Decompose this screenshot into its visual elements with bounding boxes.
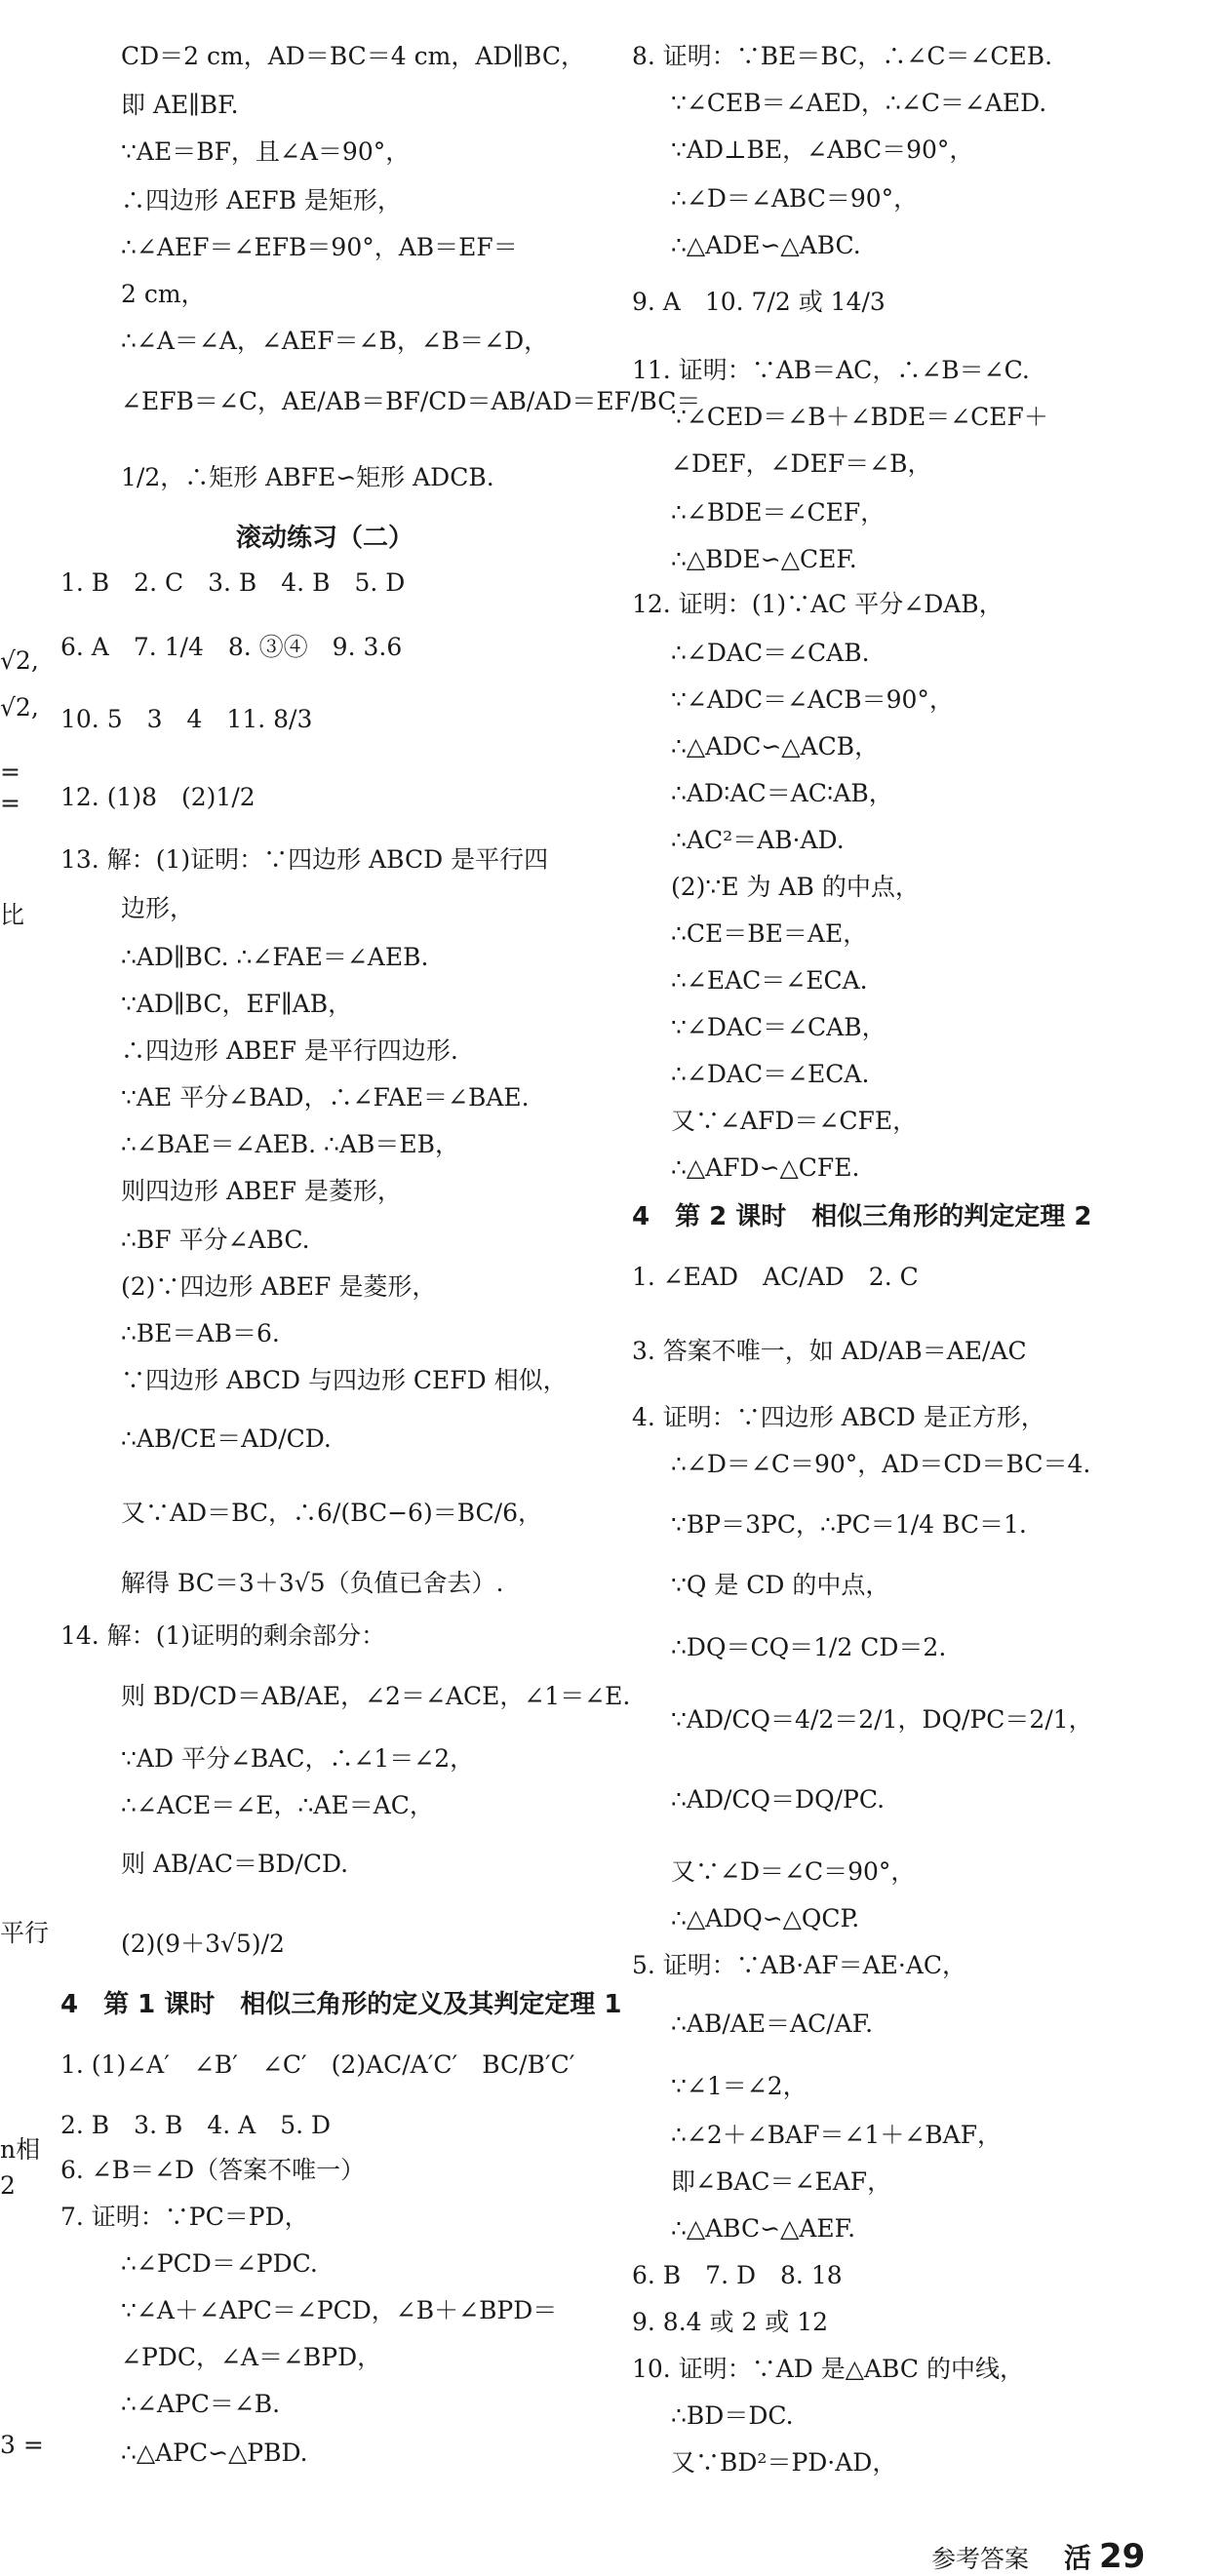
page-footer — [931, 2537, 1145, 2576]
right-column-line: ∴△ADC∽△ACB， — [671, 732, 880, 761]
right-column-line: ∴∠EAC＝∠ECA. — [671, 966, 868, 995]
left-column-line: ∴四边形 AEFB 是矩形， — [121, 186, 402, 215]
left-column-line: ∴∠ACE＝∠E，∴AE＝AC， — [121, 1791, 434, 1819]
footer-label: 参考答案 — [931, 2545, 1030, 2573]
left-column-line: 又∵AD＝BC，∴6/(BC−6)＝BC/6， — [121, 1499, 543, 1527]
right-column-line: 3. 答案不唯一，如 AD/AB＝AE/AC — [632, 1337, 1027, 1365]
left-column-line: ∴∠A＝∠A，∠AEF＝∠B，∠B＝∠D， — [121, 327, 549, 355]
right-column-line: 10. 证明：∵AD 是△ABC 的中线， — [632, 2355, 1024, 2383]
left-column-line: ∵AD 平分∠BAC，∴∠1＝∠2， — [121, 1744, 475, 1773]
left-column-line: ∴△APC∽△PBD. — [121, 2439, 308, 2467]
right-column-line: 6. B 7. D 8. 18 — [632, 2261, 843, 2289]
left-column-line: 即 AE∥BF. — [121, 91, 239, 119]
right-column-line: ∵∠ADC＝∠ACB＝90°， — [671, 685, 954, 714]
right-column-line: ∴∠BDE＝∠CEF， — [671, 498, 886, 527]
right-column-line: ∵∠CEB＝∠AED，∴∠C＝∠AED. — [671, 89, 1047, 117]
left-column-line: 则 AB/AC＝BD/CD. — [121, 1850, 349, 1878]
right-column-line: ∴∠2＋∠BAF＝∠1＋∠BAF， — [671, 2121, 1003, 2149]
right-column-line: 又∵BD²＝PD·AD， — [671, 2448, 897, 2477]
left-column-line: ∴BF 平分∠ABC. — [121, 1226, 310, 1254]
right-column-line: 即∠BAC＝∠EAF， — [671, 2167, 892, 2196]
right-column-line: ∵BP＝3PC，∴PC＝1/4 BC＝1. — [671, 1510, 1027, 1539]
left-column-line: 1. (1)∠A′ ∠B′ ∠C′ (2)AC/A′C′ BC/B′C′ — [60, 2050, 575, 2079]
left-column-line: 解得 BC＝3＋3√5（负值已舍去）. — [121, 1569, 504, 1597]
right-column-line: 8. 证明：∵BE＝BC，∴∠C＝∠CEB. — [632, 42, 1053, 70]
right-column-line: ∴CE＝BE＝AE， — [671, 919, 868, 948]
left-column-line: ∴∠APC＝∠B. — [121, 2390, 281, 2418]
left-column-line: ∴AB/CE＝AD/CD. — [121, 1425, 332, 1453]
page-number: 29 — [1098, 2537, 1146, 2576]
right-column-line: ∴AD∶AC＝AC∶AB， — [671, 779, 893, 807]
margin-fragment: 平行 — [0, 1919, 50, 1947]
right-column-line: ∴AC²＝AB·AD. — [671, 826, 845, 854]
right-column-line: 4 第 2 课时 相似三角形的判定定理 2 — [632, 1202, 1092, 1231]
right-column-line: (2)∵E 为 AB 的中点， — [671, 873, 920, 901]
left-column-line: ∴四边形 ABEF 是平行四边形. — [121, 1036, 458, 1065]
left-column-line: ∵AE 平分∠BAD，∴∠FAE＝∠BAE. — [121, 1083, 530, 1112]
left-column-line: ∵四边形 ABCD 与四边形 CEFD 相似， — [121, 1366, 568, 1394]
left-column-line: 边形， — [121, 894, 195, 922]
right-column-line: 12. 证明：(1)∵AC 平分∠DAB， — [632, 590, 1004, 618]
left-column-line: ∠PDC，∠A＝∠BPD， — [121, 2343, 382, 2371]
right-column-line: ∵∠DAC＝∠CAB， — [671, 1013, 886, 1041]
margin-fragment: n相 — [0, 2135, 41, 2164]
left-column-line: 则 BD/CD＝AB/AE，∠2＝∠ACE，∠1＝∠E. — [121, 1682, 631, 1710]
left-column-line: 13. 解：(1)证明：∵四边形 ABCD 是平行四 — [60, 845, 549, 874]
left-column-line: ∴∠AEF＝∠EFB＝90°，AB＝EF＝ — [121, 233, 518, 261]
left-column-line: (2)∵四边形 ABEF 是菱形， — [121, 1272, 437, 1301]
left-column-line: 2. B 3. B 4. A 5. D — [60, 2111, 332, 2139]
left-column-line: ∴∠BAE＝∠AEB. ∴AB＝EB， — [121, 1130, 459, 1158]
right-column-line: ∴AB/AE＝AC/AF. — [671, 2010, 874, 2038]
right-column-line: 又∵∠D＝∠C＝90°， — [671, 1857, 916, 1886]
left-column-line: 4 第 1 课时 相似三角形的定义及其判定定理 1 — [60, 1990, 622, 2019]
right-column-line: ∵Q 是 CD 的中点， — [671, 1571, 890, 1599]
right-column-line: ∴∠D＝∠ABC＝90°， — [671, 184, 919, 213]
left-column-line: (2)(9＋3√5)/2 — [121, 1930, 285, 1958]
right-column-line: ∴∠D＝∠C＝90°，AD＝CD＝BC＝4. — [671, 1450, 1091, 1478]
left-column-line: 6. ∠B＝∠D（答案不唯一） — [60, 2156, 366, 2184]
right-column-line: 又∵∠AFD＝∠CFE， — [671, 1107, 918, 1135]
right-column-line: ∴△ADE∽△ABC. — [671, 231, 861, 259]
margin-fragment: √2, — [0, 646, 39, 675]
right-column-line: ∴△AFD∽△CFE. — [671, 1153, 860, 1182]
right-column-line: ∴∠DAC＝∠ECA. — [671, 1060, 870, 1088]
left-column-line: CD＝2 cm，AD＝BC＝4 cm，AD∥BC， — [121, 42, 585, 70]
right-column-line: ∴△ADQ∽△QCP. — [671, 1904, 860, 1932]
left-column-line: 1. B 2. C 3. B 4. B 5. D — [60, 568, 406, 597]
margin-fragment: 2 — [0, 2171, 16, 2200]
right-column-line: ∴AD/CQ＝DQ/PC. — [671, 1785, 886, 1814]
right-column-line: ∵∠1＝∠2， — [671, 2072, 807, 2100]
left-column-line: 1/2，∴矩形 ABFE∽矩形 ADCB. — [121, 463, 494, 491]
left-column-line: ∵AE＝BF，且∠A＝90°， — [121, 137, 411, 166]
right-column-line: 9. A 10. 7/2 或 14/3 — [632, 288, 886, 316]
margin-fragment: 3 = — [0, 2431, 44, 2459]
margin-fragment: 比 — [0, 901, 25, 929]
margin-fragment: √2, — [0, 693, 39, 722]
left-column-line: 2 cm， — [121, 280, 206, 308]
left-column-line: 14. 解：(1)证明的剩余部分： — [60, 1621, 386, 1650]
right-column-line: 1. ∠EAD AC/AD 2. C — [632, 1263, 919, 1291]
left-column-line: ∴∠PCD＝∠PDC. — [121, 2249, 318, 2278]
left-column-line: ∴AD∥BC. ∴∠FAE＝∠AEB. — [121, 943, 429, 971]
margin-fragment: = — [0, 758, 20, 786]
right-column-line: ∠DEF，∠DEF＝∠B， — [671, 449, 932, 478]
left-column-line: ∵∠A＋∠APC＝∠PCD，∠B＋∠BPD＝ — [121, 2296, 558, 2324]
right-column-line: 4. 证明：∵四边形 ABCD 是正方形， — [632, 1403, 1045, 1431]
margin-fragment: = — [0, 789, 20, 817]
right-column-line: ∵AD⊥BE，∠ABC＝90°， — [671, 136, 974, 164]
right-column-line: 11. 证明：∵AB＝AC，∴∠B＝∠C. — [632, 356, 1030, 384]
left-column-line: 7. 证明：∵PC＝PD， — [60, 2203, 309, 2231]
left-column-line: 12. (1)8 (2)1/2 — [60, 783, 256, 811]
footer-huo: 活 — [1063, 2542, 1091, 2574]
left-column-line: 6. A 7. 1/4 8. ③④ 9. 3.6 — [60, 633, 403, 661]
right-column-line: ∴BD＝DC. — [671, 2401, 794, 2430]
left-column-line: 则四边形 ABEF 是菱形， — [121, 1177, 402, 1205]
right-column-line: ∴△BDE∽△CEF. — [671, 545, 857, 573]
left-column-line: 滚动练习（二） — [236, 524, 414, 553]
left-column-line: 10. 5 3 4 11. 8/3 — [60, 705, 313, 733]
right-column-line: ∴DQ＝CQ＝1/2 CD＝2. — [671, 1633, 947, 1661]
left-column-line: ∠EFB＝∠C，AE/AB＝BF/CD＝AB/AD＝EF/BC＝ — [121, 387, 701, 415]
right-column-line: ∵∠CED＝∠B＋∠BDE＝∠CEF＋ — [671, 403, 1048, 431]
right-column-line: 5. 证明：∵AB·AF＝AE·AC， — [632, 1951, 967, 1979]
right-column-line: ∵AD/CQ＝4/2＝2/1，DQ/PC＝2/1， — [671, 1705, 1093, 1734]
right-column-line: ∴∠DAC＝∠CAB. — [671, 639, 870, 667]
right-column-line: ∴△ABC∽△AEF. — [671, 2214, 856, 2243]
right-column-line: 9. 8.4 或 2 或 12 — [632, 2308, 829, 2336]
left-column-line: ∵AD∥BC，EF∥AB， — [121, 990, 353, 1018]
left-column-line: ∴BE＝AB＝6. — [121, 1319, 280, 1347]
